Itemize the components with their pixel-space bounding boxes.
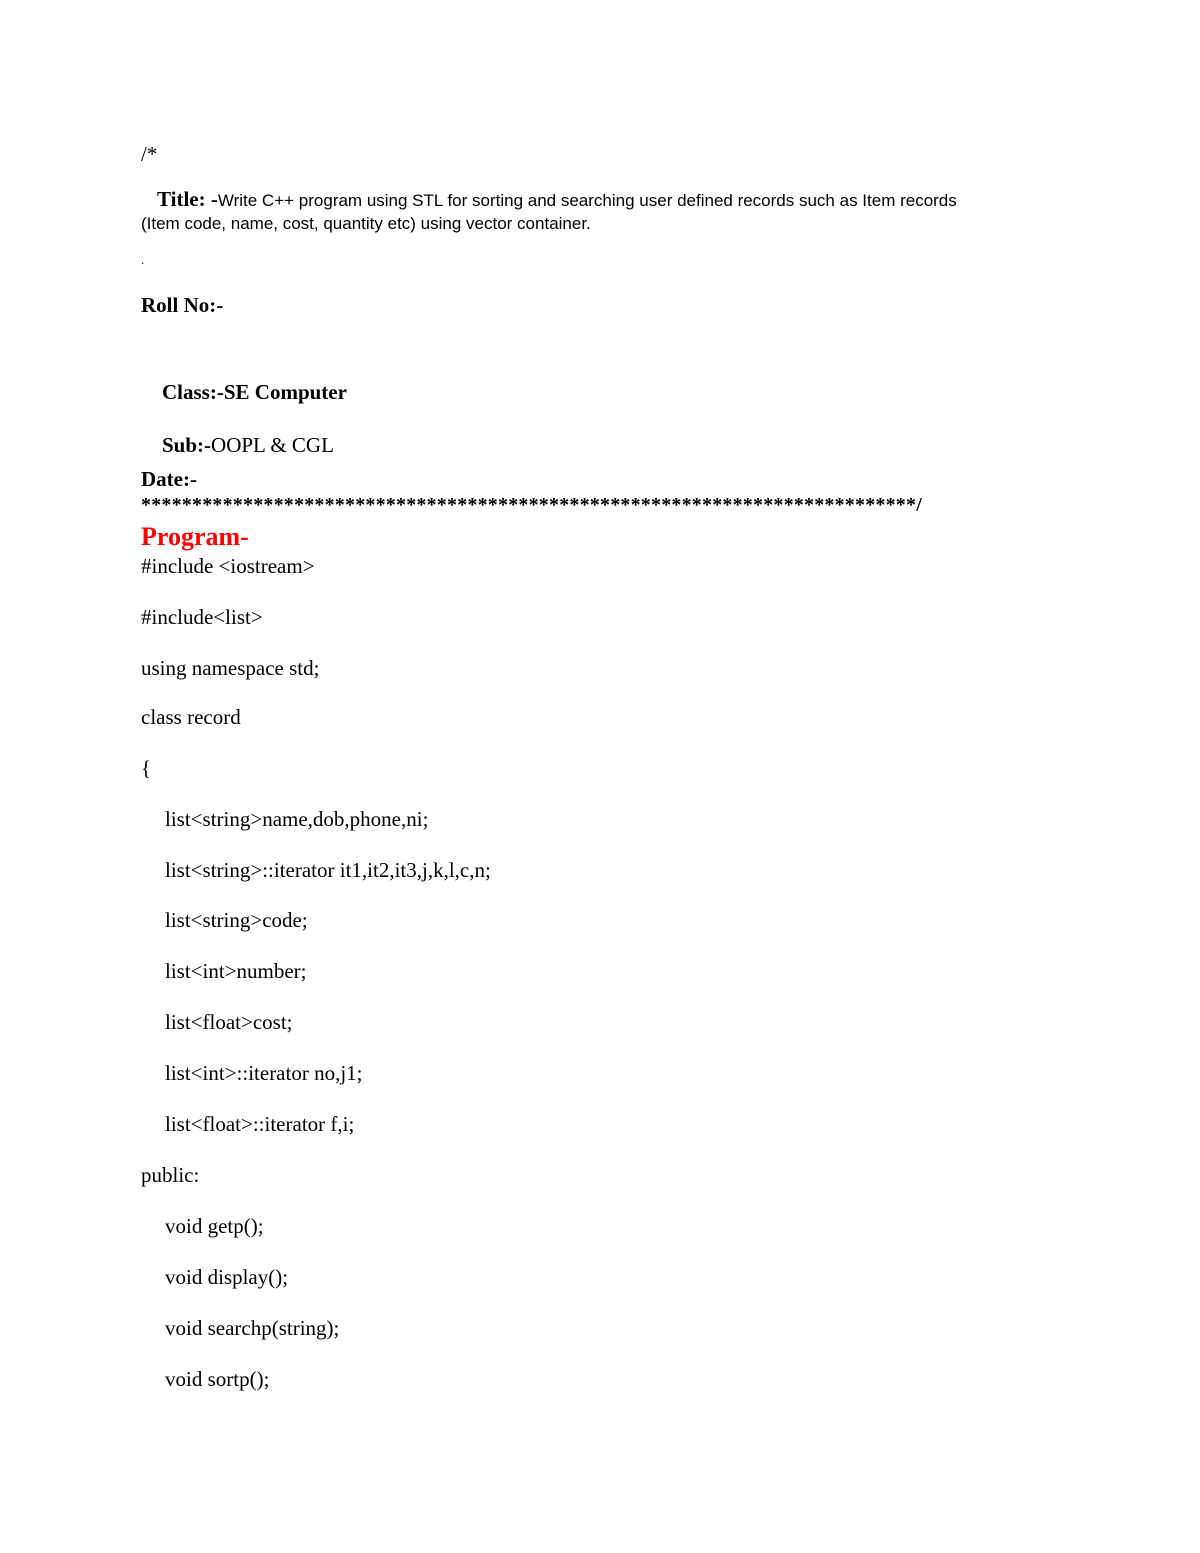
comment-open: /*	[141, 142, 158, 166]
code-line-12: list<float>::iterator f,i;	[165, 1112, 355, 1136]
roll-no-label: Roll No:-	[141, 293, 224, 317]
code-line-3: using namespace std;	[141, 656, 320, 680]
date-label: Date:-	[141, 467, 197, 491]
code-line-1: #include <iostream>	[141, 554, 315, 578]
code-line-8: list<string>code;	[165, 908, 308, 932]
program-heading: Program-	[141, 522, 249, 551]
title-text-1: Write C++ program using STL for sorting and searching user defined records such as Item records	[217, 191, 957, 210]
title-label: Title: -	[157, 187, 218, 211]
code-line-6: list<string>name,dob,phone,ni;	[165, 807, 429, 831]
class-label: Class:-	[162, 380, 224, 404]
code-line-17: void sortp();	[165, 1367, 270, 1391]
class-value: SE Computer	[223, 380, 347, 404]
code-line-9: list<int>number;	[165, 959, 307, 983]
sub-value: OOPL & CGL	[211, 433, 334, 457]
code-line-15: void display();	[165, 1265, 289, 1289]
title-text-2: (Item code, name, cost, quantity etc) using vector container.	[141, 214, 591, 233]
code-line-14: void getp();	[165, 1214, 264, 1238]
code-line-16: void searchp(string);	[165, 1316, 340, 1340]
code-line-13: public:	[141, 1163, 200, 1187]
code-line-5: {	[141, 756, 152, 780]
stars-separator: ****************************************************************************/	[141, 494, 922, 516]
code-line-10: list<float>cost;	[165, 1010, 293, 1034]
code-line-11: list<int>::iterator no,j1;	[165, 1061, 363, 1085]
code-line-2: #include<list>	[141, 605, 263, 629]
dot-mark: .	[141, 253, 145, 267]
code-line-7: list<string>::iterator it1,it2,it3,j,k,l,c,n;	[165, 858, 491, 882]
code-line-4: class record	[141, 705, 241, 729]
sub-label: Sub:-	[162, 433, 212, 457]
